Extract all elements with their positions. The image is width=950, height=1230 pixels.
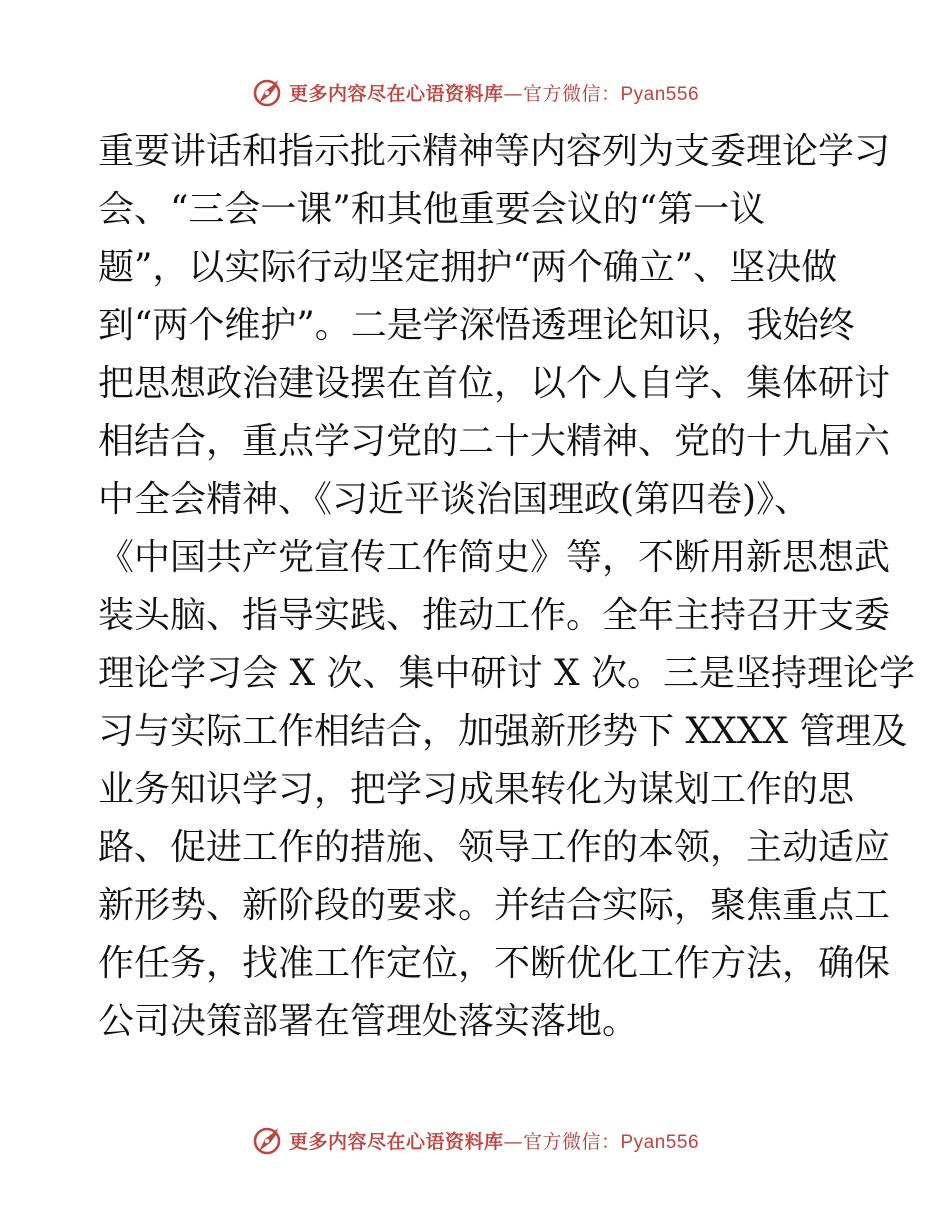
header-text bbox=[289, 79, 699, 106]
text-line: 相结合，重点学习党的二十大精神、党的十九届六 bbox=[98, 421, 891, 462]
text-line: 业务知识学习，把学习成果转化为谋划工作的思 bbox=[98, 769, 855, 810]
text-line: 把思想政治建设摆在首位，以个人自学、集体研讨 bbox=[98, 363, 891, 404]
text-line: 到“两个维护”。二是学深悟透理论知识，我始终 bbox=[98, 305, 855, 346]
text-line: 公司决策部署在管理处落实落地。 bbox=[98, 1001, 639, 1042]
footer-wechat-handle: Pyan556 bbox=[620, 1131, 700, 1153]
pen-nib-logo-icon bbox=[251, 1123, 285, 1157]
header-wechat-handle: Pyan556 bbox=[620, 83, 700, 105]
footer-text bbox=[289, 1127, 699, 1154]
text-line: 装头脑、指导实践、推动工作。全年主持召开支委 bbox=[98, 595, 891, 636]
text-line: 新形势、新阶段的要求。并结合实际，聚焦重点工 bbox=[98, 885, 891, 926]
text-line: 题”，以实际行动坚定拥护“两个确立”、坚决做 bbox=[98, 247, 838, 288]
text-line: 习与实际工作相结合，加强新形势下 XXXX 管理及 bbox=[98, 711, 908, 752]
text-line: 会、“三会一课”和其他重要会议的“第一议 bbox=[98, 189, 766, 230]
footer-banner bbox=[0, 1120, 950, 1160]
header-dash: — bbox=[503, 82, 523, 105]
text-line: 路、促进工作的措施、领导工作的本领，主动适应 bbox=[98, 827, 891, 868]
footer-site-text: 更多内容尽在心语资料库 bbox=[288, 1130, 504, 1153]
header-banner bbox=[0, 72, 950, 112]
text-line: 理论学习会 X 次、集中研讨 X 次。三是坚持理论学 bbox=[98, 653, 916, 694]
text-line: 重要讲话和指示批示精神等内容列为支委理论学习 bbox=[98, 131, 891, 172]
text-line: 中全会精神、《习近平谈治国理政(第四卷)》、 bbox=[98, 479, 811, 520]
header-wechat-label: 官方微信： bbox=[522, 82, 621, 105]
footer-wechat-label: 官方微信： bbox=[522, 1130, 621, 1153]
header-site-text: 更多内容尽在心语资料库 bbox=[288, 82, 504, 105]
text-line: 《中国共产党宣传工作简史》等，不断用新思想武 bbox=[98, 537, 891, 578]
text-line: 作任务，找准工作定位，不断优化工作方法，确保 bbox=[98, 943, 891, 984]
document-body bbox=[98, 123, 916, 1051]
footer-dash: — bbox=[503, 1130, 523, 1153]
pen-nib-logo-icon bbox=[251, 75, 285, 109]
